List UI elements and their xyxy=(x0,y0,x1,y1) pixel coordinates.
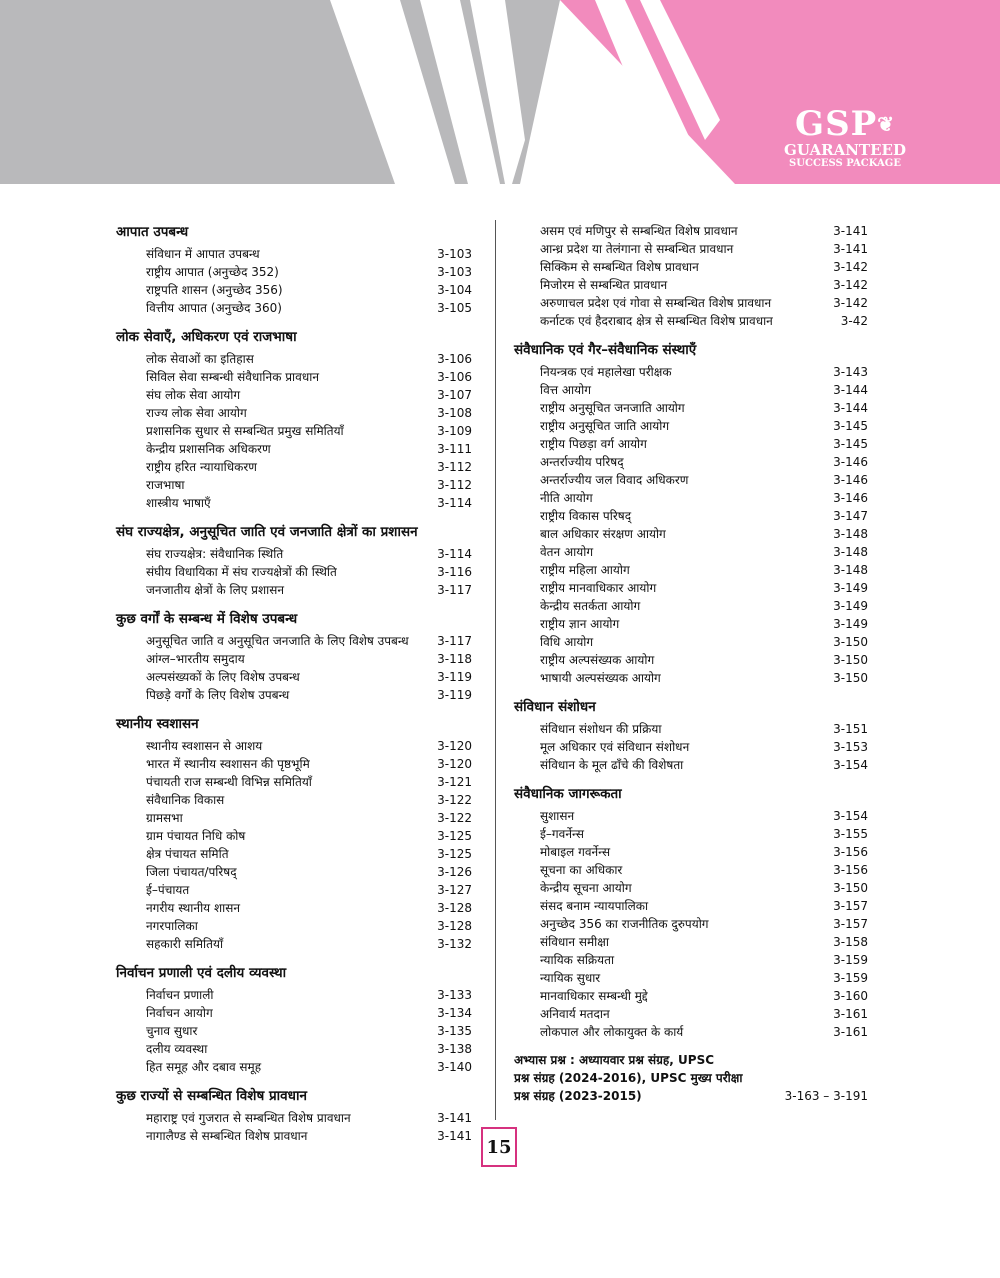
toc-entry[interactable] xyxy=(514,879,868,897)
entry-page: 3-144 xyxy=(833,401,868,415)
entry-page: 3-119 xyxy=(437,670,472,684)
entry-page: 3-149 xyxy=(833,581,868,595)
entry-title: राष्ट्रीय अल्पसंख्यक आयोग xyxy=(540,653,655,667)
entry-page: 3-142 xyxy=(833,278,868,292)
toc-section xyxy=(116,963,472,1076)
entry-title: राजभाषा xyxy=(146,478,185,492)
entry-page: 3-118 xyxy=(437,652,472,666)
entry-title: संघ राज्यक्षेत्र: संवैधानिक स्थिति xyxy=(146,547,284,561)
toc-entry[interactable] xyxy=(514,861,868,879)
entry-title: महाराष्ट्र एवं गुजरात से सम्बन्धित विशेष प्रावधान xyxy=(146,1111,351,1125)
entry-title: न्यायिक सुधार xyxy=(540,971,601,985)
entry-title: राष्ट्रीय महिला आयोग xyxy=(540,563,630,577)
entry-page: 3-150 xyxy=(833,881,868,895)
toc-entry[interactable] xyxy=(514,951,868,969)
entry-title: शास्त्रीय भाषाएँ xyxy=(146,496,211,510)
section-title: स्थानीय स्वशासन xyxy=(116,716,199,732)
toc-entry[interactable] xyxy=(514,1023,868,1041)
entry-title: राष्ट्रीय पिछड़ा वर्ग आयोग xyxy=(540,437,647,451)
entry-title: राष्ट्रीय मानवाधिकार आयोग xyxy=(540,581,657,595)
toc-entry[interactable] xyxy=(116,1109,472,1127)
entry-title: ग्राम पंचायत निधि कोष xyxy=(146,829,246,843)
entry-title: अन्तर्राज्यीय परिषद् xyxy=(540,455,624,469)
entry-title: राष्ट्रीय अनुसूचित जाति आयोग xyxy=(540,419,670,433)
entry-title: जिला पंचायत/परिषद् xyxy=(146,865,237,879)
toc-entry[interactable] xyxy=(116,1058,472,1076)
entry-page: 3-128 xyxy=(437,901,472,915)
entry-page: 3-150 xyxy=(833,671,868,685)
toc-entry[interactable] xyxy=(514,381,868,399)
entry-title: संघीय विधायिका में संघ राज्यक्षेत्रों की स्थिति xyxy=(146,565,337,579)
toc-section xyxy=(116,609,472,704)
toc-entry[interactable] xyxy=(514,471,868,489)
toc-section xyxy=(116,522,472,599)
entry-title: नगरीय स्थानीय शासन xyxy=(146,901,240,915)
entry-page: 3-138 xyxy=(437,1042,472,1056)
toc-entry[interactable] xyxy=(116,458,472,476)
entry-page: 3-140 xyxy=(437,1060,472,1074)
toc-entry[interactable] xyxy=(116,494,472,512)
toc-entry[interactable] xyxy=(514,807,868,825)
entry-title: नागालैण्ड से सम्बन्धित विशेष प्रावधान xyxy=(146,1129,308,1143)
toc-entry[interactable] xyxy=(514,633,868,651)
toc-entry[interactable] xyxy=(116,422,472,440)
entry-title: सिक्किम से सम्बन्धित विशेष प्रावधान xyxy=(540,260,699,274)
toc-section xyxy=(514,784,868,1041)
toc-entry[interactable] xyxy=(514,543,868,561)
toc-entry[interactable] xyxy=(116,350,472,368)
toc-entry[interactable] xyxy=(116,440,472,458)
entry-page: 3-106 xyxy=(437,370,472,384)
entry-title: संविधान संशोधन की प्रक्रिया xyxy=(540,722,662,736)
toc-entry[interactable] xyxy=(116,917,472,935)
toc-entry[interactable] xyxy=(116,386,472,404)
entry-title: संवैधानिक विकास xyxy=(146,793,225,807)
entry-title: केन्द्रीय प्रशासनिक अधिकरण xyxy=(146,442,271,456)
entry-title: अन्तर्राज्यीय जल विवाद अधिकरण xyxy=(540,473,689,487)
toc-entry[interactable] xyxy=(514,222,868,240)
entry-title: भारत में स्थानीय स्वशासन की पृष्ठभूमि xyxy=(146,757,310,771)
entry-title: वित्त आयोग xyxy=(540,383,591,397)
toc-entry[interactable] xyxy=(514,597,868,615)
entry-title: संविधान में आपात उपबन्ध xyxy=(146,247,260,261)
section-title: संवैधानिक एवं गैर–संवैधानिक संस्थाएँ xyxy=(514,342,697,358)
toc-entry[interactable] xyxy=(116,1127,472,1145)
entry-page: 3-125 xyxy=(437,847,472,861)
entry-page: 3-150 xyxy=(833,653,868,667)
toc-entry[interactable] xyxy=(116,404,472,422)
entry-title: केन्द्रीय सूचना आयोग xyxy=(540,881,632,895)
entry-title: ई–पंचायत xyxy=(146,883,190,897)
logo-line1: GUARANTEED xyxy=(784,141,906,159)
entry-page: 3-126 xyxy=(437,865,472,879)
entry-page: 3-149 xyxy=(833,617,868,631)
entry-title: संविधान के मूल ढाँचे की विशेषता xyxy=(540,758,684,772)
entry-title: विधि आयोग xyxy=(540,635,594,649)
entry-title: मोबाइल गवर्नेन्स xyxy=(540,845,611,859)
entry-page: 3-141 xyxy=(833,242,868,256)
toc-entry[interactable] xyxy=(116,545,472,563)
entry-page: 3-146 xyxy=(833,473,868,487)
toc-entry[interactable] xyxy=(116,935,472,953)
entry-title: चुनाव सुधार xyxy=(146,1024,198,1038)
entry-page: 3-150 xyxy=(833,635,868,649)
toc-entry[interactable] xyxy=(116,650,472,668)
toc-entry[interactable] xyxy=(514,363,868,381)
toc-entry[interactable] xyxy=(116,737,472,755)
toc-entry[interactable] xyxy=(514,825,868,843)
entry-title: क्षेत्र पंचायत समिति xyxy=(146,847,229,861)
entry-title: नीति आयोग xyxy=(540,491,593,505)
section-title: कुछ वर्गों के सम्बन्ध में विशेष उपबन्ध xyxy=(116,611,298,627)
entry-title: अरुणाचल प्रदेश एवं गोवा से सम्बन्धित विशेष प्रावधान xyxy=(540,296,772,310)
entry-page: 3-120 xyxy=(437,757,472,771)
entry-page: 3-134 xyxy=(437,1006,472,1020)
toc-entry[interactable] xyxy=(116,368,472,386)
entry-title: हित समूह और दबाव समूह xyxy=(146,1060,262,1074)
toc-entry[interactable] xyxy=(514,489,868,507)
entry-title: संघ लोक सेवा आयोग xyxy=(146,388,241,402)
entry-title: बाल अधिकार संरक्षण आयोग xyxy=(540,527,666,541)
entry-title: कर्नाटक एवं हैदराबाद क्षेत्र से सम्बन्धित विशेष प्रावधान xyxy=(540,314,773,328)
entry-page: 3-155 xyxy=(833,827,868,841)
entry-title: अनिवार्य मतदान xyxy=(540,1007,610,1021)
entry-title: ग्रामसभा xyxy=(146,811,183,825)
toc-entry[interactable] xyxy=(514,987,868,1005)
entry-page: 3-148 xyxy=(833,563,868,577)
entry-page: 3-120 xyxy=(437,739,472,753)
entry-page: 3-128 xyxy=(437,919,472,933)
entry-title: अनुच्छेद 356 का राजनीतिक दुरुपयोग xyxy=(540,917,709,931)
entry-page: 3-117 xyxy=(437,583,472,597)
section-title: संवैधानिक जागरूकता xyxy=(514,786,622,802)
entry-page: 3-141 xyxy=(437,1111,472,1125)
toc-left-column xyxy=(116,222,472,1155)
toc-entry[interactable] xyxy=(116,1022,472,1040)
entry-page: 3-141 xyxy=(437,1129,472,1143)
entry-page: 3-117 xyxy=(437,634,472,648)
entry-page: 3-114 xyxy=(437,547,472,561)
entry-title: न्यायिक सक्रियता xyxy=(540,953,615,967)
practice-line-1: अभ्यास प्रश्न : अध्यायवार प्रश्न संग्रह, UPSC xyxy=(514,1053,715,1067)
toc-entry[interactable] xyxy=(116,755,472,773)
toc-entry[interactable] xyxy=(116,476,472,494)
entry-title: राष्ट्रीय हरित न्यायाधिकरण xyxy=(146,460,257,474)
entry-page: 3-149 xyxy=(833,599,868,613)
toc-entry[interactable] xyxy=(116,827,472,845)
entry-page: 3-142 xyxy=(833,296,868,310)
toc-entry[interactable] xyxy=(116,263,472,281)
entry-page: 3-161 xyxy=(833,1007,868,1021)
entry-page: 3-121 xyxy=(437,775,472,789)
toc-entry[interactable] xyxy=(514,651,868,669)
toc-section xyxy=(116,327,472,512)
entry-page: 3-135 xyxy=(437,1024,472,1038)
entry-page: 3-105 xyxy=(437,301,472,315)
toc-entry[interactable] xyxy=(514,615,868,633)
entry-page: 3-148 xyxy=(833,545,868,559)
section-title: लोक सेवाएँ, अधिकरण एवं राजभाषा xyxy=(116,329,297,345)
toc-entry[interactable] xyxy=(514,579,868,597)
toc-entry[interactable] xyxy=(514,969,868,987)
entry-title: आंग्ल–भारतीय समुदाय xyxy=(146,652,245,666)
entry-page: 3-154 xyxy=(833,809,868,823)
entry-title: राष्ट्रपति शासन (अनुच्छेद 356) xyxy=(146,283,283,297)
toc-entry[interactable] xyxy=(514,843,868,861)
toc-entry[interactable] xyxy=(514,453,868,471)
entry-page: 3-112 xyxy=(437,460,472,474)
entry-page: 3-103 xyxy=(437,265,472,279)
entry-page: 3-141 xyxy=(833,224,868,238)
entry-page: 3-147 xyxy=(833,509,868,523)
entry-title: आन्ध्र प्रदेश या तेलंगाना से सम्बन्धित प्रावधान xyxy=(540,242,734,256)
toc-entry[interactable] xyxy=(514,312,868,330)
entry-page: 3-148 xyxy=(833,527,868,541)
toc-section xyxy=(116,1086,472,1145)
entry-page: 3-158 xyxy=(833,935,868,949)
section-title: संविधान संशोधन xyxy=(514,699,596,715)
toc-entry[interactable] xyxy=(514,897,868,915)
toc-entry[interactable] xyxy=(116,686,472,704)
entry-page: 3-156 xyxy=(833,845,868,859)
toc-entry[interactable] xyxy=(116,881,472,899)
toc-entry[interactable] xyxy=(514,561,868,579)
entry-title: दलीय व्यवस्था xyxy=(146,1042,208,1056)
entry-title: राष्ट्रीय आपात (अनुच्छेद 352) xyxy=(146,265,279,279)
practice-line-2: प्रश्न संग्रह (2024-2016), UPSC मुख्य परीक्षा xyxy=(514,1071,743,1085)
toc-entry[interactable] xyxy=(514,720,868,738)
entry-page: 3-146 xyxy=(833,455,868,469)
toc-entry[interactable] xyxy=(116,1040,472,1058)
entry-title: निर्वाचन आयोग xyxy=(146,1006,213,1020)
entry-title: पिछड़े वर्गों के लिए विशेष उपबन्ध xyxy=(146,688,290,702)
entry-page: 3-159 xyxy=(833,953,868,967)
entry-page: 3-104 xyxy=(437,283,472,297)
toc-section xyxy=(514,340,868,687)
toc-entry[interactable] xyxy=(116,845,472,863)
toc-entry[interactable] xyxy=(116,299,472,317)
toc-entry[interactable] xyxy=(116,863,472,881)
entry-page: 3-107 xyxy=(437,388,472,402)
toc-entry[interactable] xyxy=(514,258,868,276)
entry-title: संसद बनाम न्यायपालिका xyxy=(540,899,649,913)
entry-title: केन्द्रीय सतर्कता आयोग xyxy=(540,599,641,613)
entry-title: राष्ट्रीय विकास परिषद् xyxy=(540,509,632,523)
entry-title: संविधान समीक्षा xyxy=(540,935,609,949)
entry-title: निर्वाचन प्रणाली xyxy=(146,988,214,1002)
entry-page: 3-125 xyxy=(437,829,472,843)
section-title: संघ राज्यक्षेत्र, अनुसूचित जाति एवं जनजाति क्षेत्रों का प्रशासन xyxy=(116,524,418,540)
toc-entry[interactable] xyxy=(514,738,868,756)
entry-title: ई–गवर्नेन्स xyxy=(540,827,584,841)
toc-entry[interactable] xyxy=(116,632,472,650)
section-title: कुछ राज्यों से सम्बन्धित विशेष प्रावधान xyxy=(116,1088,307,1104)
entry-title: अल्पसंख्यकों के लिए विशेष उपबन्ध xyxy=(146,670,300,684)
entry-title: स्थानीय स्वशासन से आशय xyxy=(146,739,263,753)
entry-title: राज्य लोक सेवा आयोग xyxy=(146,406,247,420)
toc-entry[interactable] xyxy=(514,294,868,312)
entry-page: 3-106 xyxy=(437,352,472,366)
entry-title: प्रशासनिक सुधार से सम्बन्धित प्रमुख समितियाँ xyxy=(146,424,344,438)
toc-entry[interactable] xyxy=(116,986,472,1004)
gsp-logo xyxy=(770,106,920,169)
entry-title: राष्ट्रीय अनुसूचित जनजाति आयोग xyxy=(540,401,685,415)
toc-section xyxy=(514,697,868,774)
entry-title: अनुसूचित जाति व अनुसूचित जनजाति के लिए विशेष उपबन्ध xyxy=(146,634,409,648)
entry-page: 3-160 xyxy=(833,989,868,1003)
toc-entry[interactable] xyxy=(514,507,868,525)
entry-page: 3-103 xyxy=(437,247,472,261)
entry-page: 3-116 xyxy=(437,565,472,579)
toc-entry[interactable] xyxy=(116,581,472,599)
entry-title: असम एवं मणिपुर से सम्बन्धित विशेष प्रावधान xyxy=(540,224,738,238)
page-number: 15 xyxy=(481,1127,517,1167)
toc-entry[interactable] xyxy=(514,1005,868,1023)
toc-entry[interactable] xyxy=(514,435,868,453)
toc-entry[interactable] xyxy=(116,245,472,263)
entry-page: 3-146 xyxy=(833,491,868,505)
section-title: निर्वाचन प्रणाली एवं दलीय व्यवस्था xyxy=(116,965,287,981)
entry-page: 3-132 xyxy=(437,937,472,951)
entry-page: 3-114 xyxy=(437,496,472,510)
entry-title: सुशासन xyxy=(540,809,575,823)
toc-entry[interactable] xyxy=(514,915,868,933)
toc-entry[interactable] xyxy=(116,791,472,809)
entry-page: 3-159 xyxy=(833,971,868,985)
entry-title: भाषायी अल्पसंख्यक आयोग xyxy=(540,671,661,685)
toc-entry[interactable] xyxy=(514,525,868,543)
entry-title: मिजोरम से सम्बन्धित प्रावधान xyxy=(540,278,668,292)
entry-page: 3-153 xyxy=(833,740,868,754)
column-divider xyxy=(495,220,496,1120)
entry-page: 3-111 xyxy=(437,442,472,456)
entry-page: 3-157 xyxy=(833,899,868,913)
open-book-icon: ❦ xyxy=(877,112,895,136)
entry-page: 3-109 xyxy=(437,424,472,438)
entry-title: राष्ट्रीय ज्ञान आयोग xyxy=(540,617,620,631)
entry-page: 3-119 xyxy=(437,688,472,702)
entry-page: 3-127 xyxy=(437,883,472,897)
toc-entry[interactable] xyxy=(116,809,472,827)
entry-page: 3-151 xyxy=(833,722,868,736)
entry-title: पंचायती राज सम्बन्धी विभिन्न समितियाँ xyxy=(146,775,312,789)
entry-page: 3-145 xyxy=(833,437,868,451)
entry-title: नियन्त्रक एवं महालेखा परीक्षक xyxy=(540,365,672,379)
toc-entry[interactable] xyxy=(116,773,472,791)
entry-title: नगरपालिका xyxy=(146,919,198,933)
practice-line-3: प्रश्न संग्रह (2023-2015) xyxy=(514,1089,642,1103)
entry-page: 3-154 xyxy=(833,758,868,772)
entry-title: जनजातीय क्षेत्रों के लिए प्रशासन xyxy=(146,583,285,597)
entry-title: वित्तीय आपात (अनुच्छेद 360) xyxy=(146,301,282,315)
entry-page: 3-122 xyxy=(437,811,472,825)
section-title: आपात उपबन्ध xyxy=(116,224,189,240)
entry-page: 3-143 xyxy=(833,365,868,379)
logo-line2: SUCCESS PACKAGE xyxy=(789,158,901,169)
toc-entry[interactable] xyxy=(514,399,868,417)
entry-title: लोक सेवाओं का इतिहास xyxy=(146,352,254,366)
entry-title: मूल अधिकार एवं संविधान संशोधन xyxy=(540,740,690,754)
toc-entry[interactable] xyxy=(514,669,868,687)
logo-mark: GSP xyxy=(795,104,878,144)
toc-entry[interactable] xyxy=(514,276,868,294)
entry-title: लोकपाल और लोकायुक्त के कार्य xyxy=(540,1025,684,1039)
toc-section xyxy=(116,714,472,953)
entry-title: मानवाधिकार सम्बन्धी मुद्दे xyxy=(540,989,648,1003)
entry-page: 3-157 xyxy=(833,917,868,931)
entry-page: 3-144 xyxy=(833,383,868,397)
entry-page: 3-122 xyxy=(437,793,472,807)
toc-entry[interactable] xyxy=(514,417,868,435)
toc-entry[interactable] xyxy=(116,899,472,917)
toc-entry[interactable] xyxy=(116,1004,472,1022)
toc-section xyxy=(514,222,868,330)
entry-title: सहकारी समितियाँ xyxy=(146,937,224,951)
entry-page: 3-142 xyxy=(833,260,868,274)
entry-page: 3-133 xyxy=(437,988,472,1002)
entry-page: 3-156 xyxy=(833,863,868,877)
toc-entry[interactable] xyxy=(514,933,868,951)
toc-entry[interactable] xyxy=(116,281,472,299)
entry-page: 3-42 xyxy=(840,314,868,328)
practice-pages: 3-163 – 3-191 xyxy=(784,1089,868,1103)
toc-section xyxy=(116,222,472,317)
toc-right-column xyxy=(514,222,868,1105)
practice-questions-entry[interactable] xyxy=(514,1051,868,1105)
toc-entry[interactable] xyxy=(116,563,472,581)
toc-entry[interactable] xyxy=(514,240,868,258)
entry-page: 3-161 xyxy=(833,1025,868,1039)
entry-title: सूचना का अधिकार xyxy=(540,863,623,877)
entry-title: वेतन आयोग xyxy=(540,545,594,559)
toc-entry[interactable] xyxy=(514,756,868,774)
entry-page: 3-112 xyxy=(437,478,472,492)
entry-page: 3-108 xyxy=(437,406,472,420)
entry-page: 3-145 xyxy=(833,419,868,433)
toc-entry[interactable] xyxy=(116,668,472,686)
entry-title: सिविल सेवा सम्बन्धी संवैधानिक प्रावधान xyxy=(146,370,319,384)
